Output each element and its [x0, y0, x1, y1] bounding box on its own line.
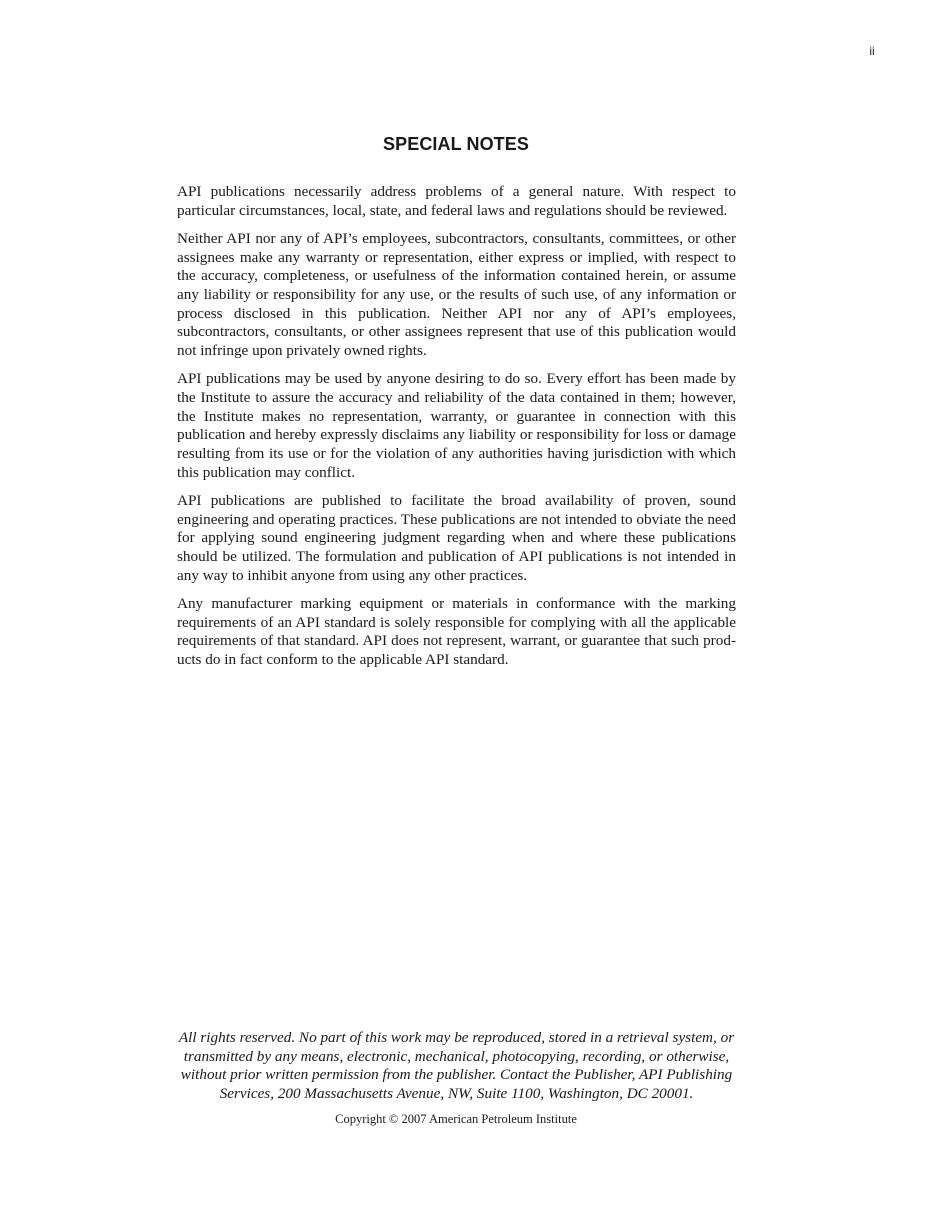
note-paragraph: API publications necessarily address problems of a general nature. With respect to particular circumstances, local, state, and federal laws and regulations should be reviewed. [177, 183, 736, 219]
note-paragraph: API publications are published to facilitate the broad availability of proven, sound engineering and operating practices. These publications are not intended to obviate the need for applying sound engineering judgment regarding when and where these publications should be utilized. The formulation and publication of API publications is not intended in any way to inhibit anyone from using any other practices. [177, 492, 736, 584]
special-notes-body [177, 183, 736, 679]
note-paragraph: API publications may be used by anyone desiring to do so. Every effort has been made by the Institute to assure the accuracy and reliability of the data contained in them; however, the Institute makes no representation, warranty, or guarantee in connection with this publication and hereby expressly disclaims any liability or responsibility for loss or damage resulting from its use or for the violation of any authorities having jurisdiction with which this publication may conflict. [177, 370, 736, 481]
page-number: ii [869, 44, 875, 58]
copyright-line: Copyright © 2007 American Petroleum Institute [335, 1112, 577, 1126]
note-paragraph: Neither API nor any of API’s employees, subcontractors, consultants, committees, or other assignees make any warranty or representation, either express or implied, with respect to the accuracy, completeness, or usefulness of the information contained herein, or assume any liability or responsibility for any use, or the results of such use, of any information or process disclosed in this publication. Neither API nor any of API’s employees, subcontractors, consultants, or other assignees represent that use of this publication would not infringe upon privately owned rights. [177, 229, 736, 360]
note-paragraph: Any manufacturer marking equipment or materials in conformance with the marking requirements of an API standard is solely responsible for complying with all the applicable requirements of that standard. API does not represent, warrant, or guarantee that such products do in fact conform to the applicable API standard. [177, 595, 736, 669]
page-title: SPECIAL NOTES [383, 134, 529, 154]
rights-statement: All rights reserved. No part of this work may be reproduced, stored in a retrieval system, or transmitted by any means, electronic, mechanical, photocopying, recording, or otherwise, without prior written permission from the publisher. Contact the Publisher, API Publishing Services, 200 Massachusetts Avenue, NW, Suite 1100, Washington, DC 20001. [178, 1029, 735, 1102]
